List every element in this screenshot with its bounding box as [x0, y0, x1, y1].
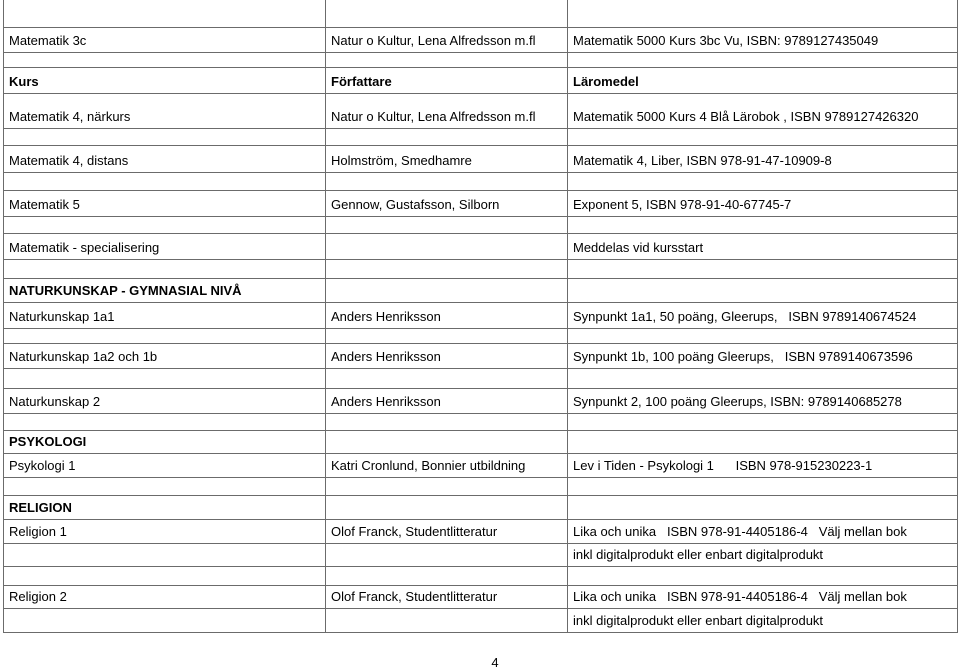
textbook-cell: [568, 128, 958, 145]
author-cell: Holmström, Smedhamre: [326, 145, 568, 172]
course-cell: [4, 128, 326, 145]
course-cell: [4, 413, 326, 430]
table-row: [4, 302, 958, 328]
table-row: [4, 343, 958, 368]
author-cell: [326, 608, 568, 632]
spacer-row: [4, 328, 958, 343]
author-cell: Natur o Kultur, Lena Alfredsson m.fl: [326, 93, 568, 128]
textbook-cell: [568, 430, 958, 453]
table-row: [4, 608, 958, 632]
textbook-cell: inkl digitalprodukt eller enbart digitalprodukt: [568, 608, 958, 632]
spacer-row: [4, 172, 958, 190]
table-row: [4, 585, 958, 608]
textbook-cell: Meddelas vid kursstart: [568, 233, 958, 259]
textbook-cell: [568, 368, 958, 388]
course-cell: Naturkunskap 1a2 och 1b: [4, 343, 326, 368]
course-cell: [4, 172, 326, 190]
course-cell: Psykologi 1: [4, 453, 326, 477]
course-cell: [4, 52, 326, 67]
spacer-row: [4, 477, 958, 495]
course-cell: Religion 2: [4, 585, 326, 608]
author-cell: Författare: [326, 67, 568, 93]
textbook-cell: Läromedel: [568, 67, 958, 93]
author-cell: [326, 233, 568, 259]
textbook-cell: Matematik 4, Liber, ISBN 978-91-47-10909-8: [568, 145, 958, 172]
course-cell: Matematik - specialisering: [4, 233, 326, 259]
textbook-cell: [568, 328, 958, 343]
table-row: [4, 388, 958, 413]
author-cell: Natur o Kultur, Lena Alfredsson m.fl: [326, 27, 568, 52]
textbook-cell: [568, 216, 958, 233]
spacer-row: [4, 216, 958, 233]
author-cell: [326, 128, 568, 145]
author-cell: [326, 259, 568, 278]
author-cell: [326, 172, 568, 190]
textbook-cell: [568, 477, 958, 495]
author-cell: [326, 52, 568, 67]
table-row: [4, 145, 958, 172]
spacer-row: [4, 566, 958, 585]
course-cell: [4, 259, 326, 278]
spacer-row: [4, 368, 958, 388]
course-cell: Naturkunskap 1a1: [4, 302, 326, 328]
course-cell: Naturkunskap 2: [4, 388, 326, 413]
course-cell: RELIGION: [4, 495, 326, 519]
author-cell: Anders Henriksson: [326, 388, 568, 413]
table-row: [4, 519, 958, 543]
author-cell: [326, 495, 568, 519]
author-cell: Olof Franck, Studentlitteratur: [326, 519, 568, 543]
course-cell: Matematik 5: [4, 190, 326, 216]
table-row: [4, 453, 958, 477]
textbook-cell: [568, 566, 958, 585]
section-header-row: [4, 67, 958, 93]
textbook-cell: [568, 52, 958, 67]
section-header-row: [4, 430, 958, 453]
author-cell: [326, 477, 568, 495]
spacer-row: [4, 413, 958, 430]
author-cell: Katri Cronlund, Bonnier utbildning: [326, 453, 568, 477]
textbook-cell: [568, 259, 958, 278]
course-cell: NATURKUNSKAP - GYMNASIAL NIVÅ: [4, 278, 326, 302]
textbook-cell: Exponent 5, ISBN 978-91-40-67745-7: [568, 190, 958, 216]
course-cell: [4, 543, 326, 566]
course-cell: [4, 328, 326, 343]
textbook-cell: Matematik 5000 Kurs 3bc Vu, ISBN: 9789127435049: [568, 27, 958, 52]
author-cell: [326, 216, 568, 233]
author-cell: Olof Franck, Studentlitteratur: [326, 585, 568, 608]
textbook-cell: [568, 172, 958, 190]
textbook-table: [3, 0, 958, 633]
textbook-cell: Lika och unika ISBN 978-91-4405186-4 Välj mellan bok: [568, 585, 958, 608]
course-cell: PSYKOLOGI: [4, 430, 326, 453]
course-cell: [4, 368, 326, 388]
author-cell: [326, 543, 568, 566]
author-cell: Anders Henriksson: [326, 343, 568, 368]
course-cell: Religion 1: [4, 519, 326, 543]
textbook-cell: Lev i Tiden - Psykologi 1 ISBN 978-915230223-1: [568, 453, 958, 477]
author-cell: [326, 278, 568, 302]
table-row: [4, 233, 958, 259]
spacer-row: [4, 0, 958, 27]
author-cell: Anders Henriksson: [326, 302, 568, 328]
course-cell: [4, 477, 326, 495]
course-cell: [4, 566, 326, 585]
author-cell: Gennow, Gustafsson, Silborn: [326, 190, 568, 216]
textbook-cell: [568, 495, 958, 519]
textbook-cell: inkl digitalprodukt eller enbart digitalprodukt: [568, 543, 958, 566]
section-header-row: [4, 278, 958, 302]
textbook-cell: Synpunkt 2, 100 poäng Gleerups, ISBN: 9789140685278: [568, 388, 958, 413]
section-header-row: [4, 495, 958, 519]
author-cell: [326, 368, 568, 388]
spacer-row: [4, 259, 958, 278]
spacer-row: [4, 128, 958, 145]
author-cell: [326, 430, 568, 453]
textbook-cell: Synpunkt 1a1, 50 poäng, Gleerups, ISBN 9789140674524: [568, 302, 958, 328]
table-row: [4, 93, 958, 128]
textbook-cell: [568, 0, 958, 27]
course-cell: Matematik 3c: [4, 27, 326, 52]
course-cell: [4, 608, 326, 632]
table-row: [4, 190, 958, 216]
textbook-cell: Matematik 5000 Kurs 4 Blå Lärobok , ISBN 9789127426320: [568, 93, 958, 128]
author-cell: [326, 566, 568, 585]
author-cell: [326, 413, 568, 430]
author-cell: [326, 0, 568, 27]
textbook-cell: Synpunkt 1b, 100 poäng Gleerups, ISBN 9789140673596: [568, 343, 958, 368]
table-row: [4, 543, 958, 566]
textbook-cell: [568, 413, 958, 430]
table-row: [4, 27, 958, 52]
course-cell: Matematik 4, distans: [4, 145, 326, 172]
textbook-cell: Lika och unika ISBN 978-91-4405186-4 Välj mellan bok: [568, 519, 958, 543]
course-cell: [4, 216, 326, 233]
course-cell: Matematik 4, närkurs: [4, 93, 326, 128]
course-cell: Kurs: [4, 67, 326, 93]
textbook-cell: [568, 278, 958, 302]
page-number: 4: [491, 655, 499, 670]
course-cell: [4, 0, 326, 27]
author-cell: [326, 328, 568, 343]
spacer-row: [4, 52, 958, 67]
